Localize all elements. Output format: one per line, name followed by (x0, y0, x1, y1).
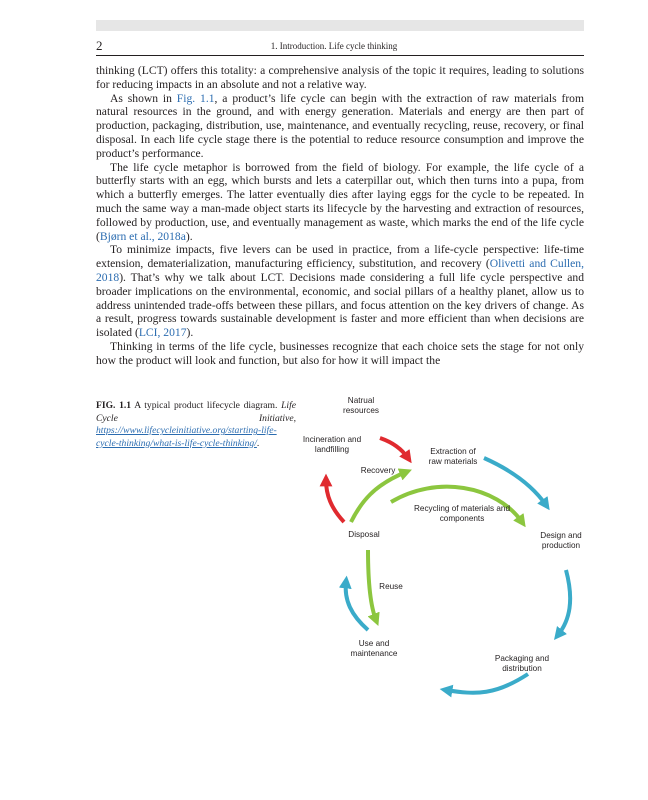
page-number: 2 (96, 38, 103, 53)
caption-source: Life Cycle Initiative, (96, 400, 296, 424)
label-natural-resources: Natrual resources (343, 396, 379, 415)
figure-label: FIG. 1.1 (96, 400, 132, 411)
label-disposal: Disposal (348, 530, 380, 539)
figure-ref-link[interactable]: Fig. 1.1 (176, 91, 215, 105)
paragraph-3: The life cycle metaphor is borrowed from the field of biology. For example, the life cycle of a butterfly starts with an egg, which bursts and lets a caterpillar out, which then turns into a pupa, from which a butterfly emerges. The latter eventually dies after laying eggs for the cycle to be repeated. In much the same way a man-made object starts its lifecycle by the harvesting and extraction of resources, followed by production, use, and eventually management as waste, which marks the end of the life cycle (Bjørn et al., 2018a). (96, 160, 584, 243)
paragraph-4: To minimize impacts, five levers can be used in practice, from a life-cycle perspective: life-time extension, dematerialization, manufacturing efficiency, substitution, and recovery (Olivetti and Cullen, 2018). That’s why we talk about LCT. Decisions made considering a full life cycle perspective and broader implications on the environmental, economic, and social pillars of a healthy planet, allow us to address unintended trade-offs between these pillars, and focus attention on the key drivers of change. As a result, progress towards sustainable development is faster and more efficient than when decisions are isolated (LCI, 2017). (96, 243, 584, 340)
arrow-packaging-to-use (446, 674, 528, 693)
label-design: Design and production (540, 531, 582, 550)
arrow-use-to-disposal (346, 582, 368, 630)
arrow-disposal-to-incineration (326, 480, 344, 522)
label-reuse: Reuse (379, 582, 403, 591)
arrow-design-to-packaging (558, 570, 570, 635)
paragraph-1: thinking (LCT) offers this totality: a comprehensive analysis of the topic it requires, leading to solutions for reducing impacts in an absolute and not a relative way. (96, 64, 584, 91)
label-use: Use and maintenance (350, 639, 398, 658)
header-rule (96, 55, 584, 56)
citation-lci-link[interactable]: LCI, 2017 (138, 326, 187, 340)
paragraph-5: Thinking in terms of the life cycle, businesses recognize that each choice sets the stage for not only how the product will look and function, but also for how it will impact the (96, 339, 584, 367)
header-bar (96, 20, 584, 31)
label-recycling: Recycling of materials and components (413, 504, 511, 523)
label-recovery: Recovery (360, 466, 396, 475)
arrow-natural-to-extraction (380, 438, 408, 458)
lifecycle-diagram (296, 390, 596, 710)
caption-url-link[interactable]: https://www.lifecycleinitiative.org/starting-life-cycle-thinking/what-is-life-cycle-thinking/ (96, 425, 277, 449)
citation-olivetti-link[interactable]: Olivetti and Cullen, 2018 (96, 257, 584, 284)
label-incineration: Incineration and landfilling (302, 435, 362, 454)
arrow-reuse (368, 550, 376, 620)
body-text (96, 64, 584, 368)
label-packaging: Packaging and distribution (494, 654, 550, 673)
running-title: 1. Introduction. Life cycle thinking (270, 41, 398, 51)
citation-bjorn-link[interactable]: Bjørn et al., 2018a (99, 229, 186, 243)
label-extraction: Extraction of raw materials (428, 447, 478, 466)
paragraph-2: As shown in Fig. 1.1, a product’s life cycle can begin with the extraction of raw materials from natural resources in the ground, and with energy generation. Materials and energy are then part of production, packaging, distribution, use, maintenance, and eventually recycling, reuse, recovery, or final disposal. In each life cycle stage there is the potential to reduce resource consumption and improve the product’s performance. (96, 91, 584, 160)
figure-caption: FIG. 1.1 A typical product lifecycle diagram. Life Cycle Initiative, https://www.lifecycleinitiative.org/starting-life-cycle-thinking/what-is-life-cycle-thinking/. (96, 400, 296, 449)
